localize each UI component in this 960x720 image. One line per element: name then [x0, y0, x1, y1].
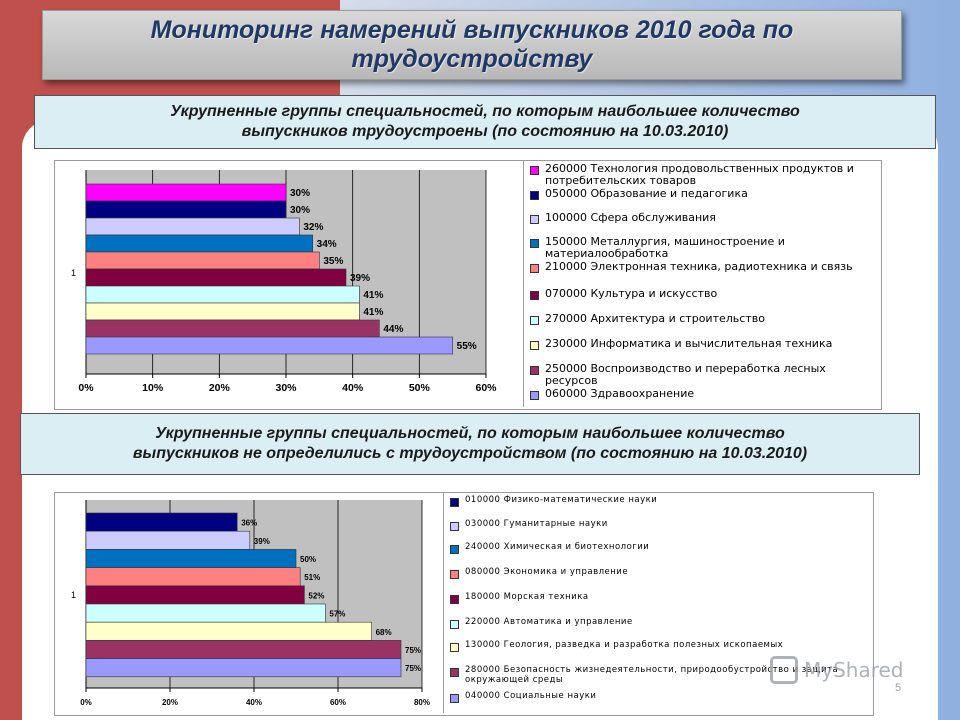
chart-employed-legend-label: 050000 Образование и педагогика	[545, 187, 748, 200]
chart-undecided-legend-swatch	[450, 522, 459, 531]
chart-employed	[56, 162, 520, 406]
chart-undecided-bar	[86, 604, 325, 622]
chart-employed-tick-label: 10%	[142, 382, 164, 394]
chart-undecided-legend-label: 220000 Автоматика и управление	[465, 617, 633, 627]
caption-employed	[34, 95, 936, 149]
slide-title-line-2: трудоустройству	[351, 45, 593, 73]
chart-employed-data-label: 32%	[303, 222, 324, 233]
chart-undecided	[56, 494, 440, 712]
chart-employed-tick-label: 0%	[78, 382, 94, 394]
chart-employed-legend-swatch	[530, 166, 539, 175]
chart-undecided-legend-label: 080000 Экономика и управление	[465, 567, 629, 577]
chart-employed-legend-item	[530, 363, 874, 387]
chart-undecided-legend-item	[450, 567, 864, 579]
chart-undecided-legend-swatch	[450, 498, 459, 507]
chart-employed-bar	[86, 218, 299, 235]
chart-employed-legend-label: 100000 Сфера обслуживания	[545, 211, 716, 224]
chart-undecided-tick-label: 60%	[329, 698, 347, 707]
chart-undecided-legend-label: 240000 Химическая и биотехнологии	[465, 542, 650, 552]
chart-undecided-tick-label: 80%	[413, 698, 431, 707]
chart-undecided-tick-label: 20%	[161, 698, 179, 707]
caption-undecided	[20, 413, 920, 475]
chart-undecided-bar	[86, 531, 250, 549]
chart-employed-legend-item	[530, 188, 874, 200]
chart-employed-legend-label: 210000 Электронная техника, радиотехника и связь	[545, 260, 853, 273]
chart-employed-legend-item	[530, 212, 874, 224]
chart-undecided-legend-label: 180000 Морская техника	[465, 592, 589, 602]
chart-employed-data-label: 41%	[363, 290, 384, 301]
chart-undecided-legend-label: 040000 Социальные науки	[465, 691, 597, 701]
chart-employed-tick-label: 30%	[275, 382, 297, 394]
chart-employed-bar	[86, 303, 359, 320]
chart-undecided-data-label: 75%	[405, 646, 422, 655]
caption-undecided-line-1: Укрупненные группы специальностей, по которым наибольшее количество	[155, 425, 785, 442]
chart-employed-legend-swatch	[530, 366, 539, 375]
chart-employed-data-label: 30%	[290, 205, 311, 216]
chart-employed-legend-item	[530, 236, 874, 260]
chart-undecided-data-label: 68%	[375, 627, 392, 637]
chart-employed-legend-swatch	[530, 215, 539, 224]
chart-employed-bar	[86, 252, 319, 269]
chart-undecided-legend-item	[450, 592, 864, 604]
chart-employed-tick-label: 40%	[342, 382, 364, 394]
chart-undecided-legend-label: 010000 Физико-математические науки	[465, 495, 658, 505]
chart-employed-bar	[86, 286, 359, 303]
chart-employed-data-label: 44%	[383, 324, 404, 335]
chart-employed-legend-item	[530, 338, 874, 350]
chart-undecided-bar	[86, 549, 296, 567]
chart-undecided-legend-swatch	[450, 545, 459, 554]
chart-employed-bar	[86, 320, 379, 337]
chart-undecided-legend-item	[450, 691, 864, 703]
chart-undecided-data-label: 50%	[300, 555, 317, 564]
chart-employed-legend-label: 230000 Информатика и вычислительная техника	[545, 337, 833, 350]
chart-undecided-data-label: 57%	[329, 609, 346, 619]
chart-employed-legend-item	[530, 313, 874, 325]
chart-undecided-data-label: 36%	[241, 518, 258, 528]
presentation-icon	[770, 656, 798, 684]
slide-title	[42, 10, 902, 80]
chart-employed-data-label: 35%	[323, 256, 344, 267]
chart-employed-legend-label: 250000 Воспроизводство и переработка лесных ресурсов	[545, 362, 826, 387]
watermark	[770, 656, 904, 684]
chart-undecided-category-label: 1	[70, 590, 76, 600]
chart-employed-legend-label: 150000 Металлургия, машиностроение и материалообработка	[545, 235, 785, 260]
chart-employed-legend-item	[530, 163, 874, 187]
chart-undecided-legend-swatch	[450, 694, 459, 703]
caption-employed-line-1: Укрупненные группы специальностей, по которым наибольшее количество	[170, 103, 800, 120]
chart-undecided-legend-label: 280000 Безопасность жизнедеятельности, природообустройство и защита окружающей среды	[465, 665, 839, 685]
slide-title-line-1: Мониторинг намерений выпускников 2010 года по	[150, 16, 794, 44]
chart-undecided-data-label: 39%	[253, 536, 270, 546]
chart-employed-tick-label: 60%	[475, 382, 497, 394]
chart-employed-legend-label: 060000 Здравоохранение	[545, 387, 695, 400]
caption-employed-line-2: выпускников трудоустроены (по состоянию на 10.03.2010)	[241, 123, 729, 140]
chart-undecided-tick-label: 0%	[80, 698, 92, 707]
chart-employed-legend-swatch	[530, 391, 539, 400]
chart-undecided-data-label: 51%	[304, 573, 321, 583]
watermark-text: MyShared	[804, 658, 904, 682]
chart-undecided-tick-label: 40%	[245, 698, 263, 707]
chart-employed-legend-swatch	[530, 316, 539, 325]
legend-employed	[523, 161, 880, 407]
chart-employed-legend-item	[530, 288, 874, 300]
chart-undecided-legend-label: 030000 Гуманитарные науки	[465, 519, 608, 529]
chart-employed-bar	[86, 235, 313, 252]
chart-employed-data-label: 39%	[350, 273, 371, 284]
chart-undecided-legend-swatch	[450, 570, 459, 579]
chart-undecided-legend-swatch	[450, 668, 459, 677]
chart-employed-bar	[86, 269, 346, 286]
chart-undecided-bar	[86, 513, 237, 531]
chart-employed-data-label: 30%	[290, 188, 311, 199]
chart-employed-tick-label: 50%	[408, 382, 430, 394]
page-number: 5	[895, 682, 902, 694]
chart-undecided-legend-swatch	[450, 595, 459, 604]
chart-undecided-legend-swatch	[450, 643, 459, 652]
chart-employed-bar	[86, 337, 453, 354]
chart-employed-bar	[86, 184, 286, 201]
chart-employed-legend-swatch	[530, 191, 539, 200]
chart-undecided-legend-item	[450, 495, 864, 507]
chart-undecided-legend-label: 130000 Геология, разведка и разработка полезных ископаемых	[465, 640, 784, 650]
caption-undecided-line-2: выпускников не определились с трудоустройством (по состоянию на 10.03.2010)	[132, 445, 808, 462]
chart-employed-data-label: 34%	[316, 239, 337, 250]
chart-undecided-legend-item	[450, 542, 864, 554]
chart-employed-bar	[86, 201, 286, 218]
chart-undecided-legend-swatch	[450, 620, 459, 629]
chart-employed-legend-swatch	[530, 341, 539, 350]
chart-undecided-bar	[86, 640, 401, 658]
chart-employed-data-label: 55%	[456, 341, 477, 352]
chart-undecided-legend-item	[450, 617, 864, 629]
chart-employed-legend-label: 260000 Технология продовольственных продуктов и потребительских товаров	[545, 162, 854, 187]
chart-employed-legend-item	[530, 261, 874, 273]
chart-undecided-legend-item	[450, 640, 864, 652]
chart-undecided-data-label: 75%	[405, 664, 422, 674]
chart-undecided-bar	[86, 659, 401, 677]
chart-undecided-bar	[86, 622, 372, 640]
chart-employed-data-label: 41%	[363, 307, 384, 318]
chart-undecided-legend-item	[450, 519, 864, 531]
chart-employed-tick-label: 20%	[208, 382, 230, 394]
chart-undecided-bar	[86, 568, 300, 586]
chart-employed-legend-item	[530, 388, 874, 400]
chart-employed-category-label: 1	[70, 268, 76, 278]
chart-employed-legend-label: 070000 Культура и искусство	[545, 287, 718, 300]
chart-undecided-bar	[86, 586, 304, 604]
chart-undecided-data-label: 52%	[308, 591, 325, 601]
chart-employed-legend-swatch	[530, 264, 539, 273]
chart-employed-legend-swatch	[530, 239, 539, 248]
chart-employed-legend-label: 270000 Архитектура и строительство	[545, 312, 765, 325]
chart-employed-legend-swatch	[530, 291, 539, 300]
